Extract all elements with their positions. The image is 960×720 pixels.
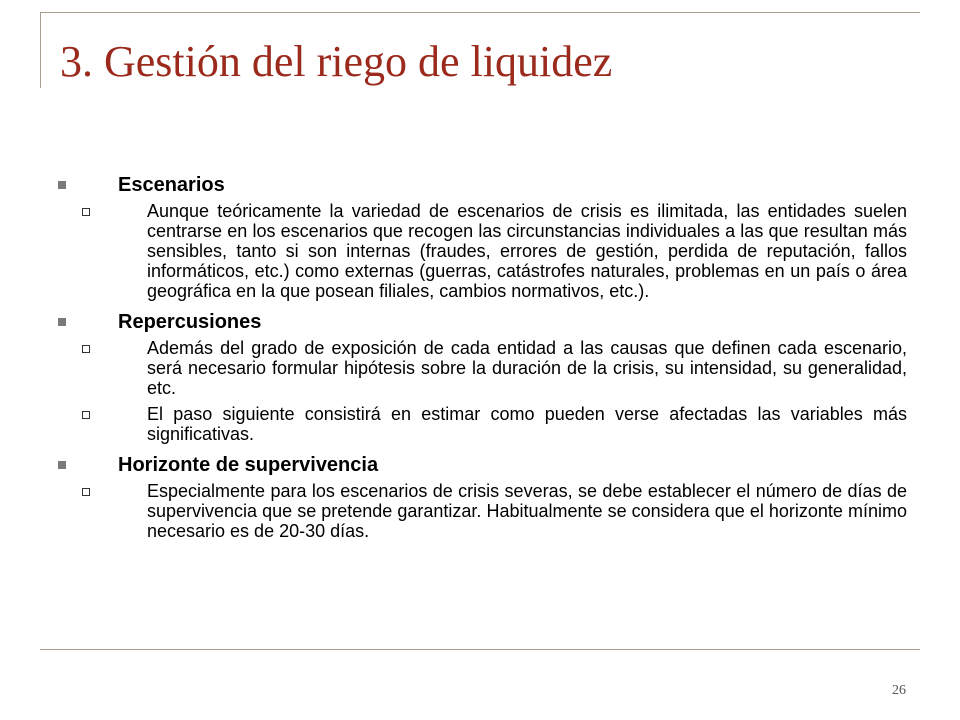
section-repercusiones [58, 307, 908, 444]
section-heading-row [58, 307, 908, 337]
list-item [82, 338, 908, 398]
hollow-square-bullet-icon [82, 208, 90, 216]
hollow-square-bullet-icon [82, 488, 90, 496]
section-heading: Horizonte de supervivencia [118, 454, 379, 476]
list-item-text: Además del grado de exposición de cada entidad a las causas que definen cada escenario, será necesario formular hipótesis sobre la duración de la crisis, su intensidad, su generalidad, etc. [147, 338, 907, 398]
bottom-rule [40, 649, 920, 650]
list-item-text: Aunque teóricamente la variedad de escenarios de crisis es ilimitada, las entidades suelen centrarse en los escenarios que recogen las circunstancias individuales a las que resultan más sensibles, tanto si son internas (fraudes, errores de gestión, perdida de reputación, fallos informáticos, etc.) como externas (guerras, catástrofes naturales, problemas en un país o área geográfica en la que posean filiales, cambios normativos, etc.). [147, 201, 907, 301]
hollow-square-bullet-icon [82, 411, 90, 419]
hollow-square-bullet-icon [82, 345, 90, 353]
list-item [82, 404, 908, 444]
slide-content [58, 170, 908, 547]
page-number: 26 [892, 683, 906, 698]
section-escenarios [58, 170, 908, 301]
top-rule [40, 12, 920, 13]
square-bullet-icon [58, 181, 66, 189]
list-item [82, 481, 908, 541]
section-heading-row [58, 170, 908, 200]
section-heading: Escenarios [118, 174, 225, 196]
list-item [82, 201, 908, 301]
square-bullet-icon [58, 318, 66, 326]
slide-title: 3. Gestión del riego de liquidez [60, 37, 613, 86]
list-item-text: Especialmente para los escenarios de crisis severas, se debe establecer el número de días de supervivencia que se pretende garantizar. Habitualmente se considera que el horizonte mínimo necesario es de 20-30 días. [147, 481, 907, 541]
section-horizonte [58, 450, 908, 541]
section-heading-row [58, 450, 908, 480]
list-item-text: El paso siguiente consistirá en estimar como pueden verse afectadas las variables más significativas. [147, 404, 907, 444]
left-rule [40, 12, 41, 88]
square-bullet-icon [58, 461, 66, 469]
section-heading: Repercusiones [118, 311, 262, 333]
